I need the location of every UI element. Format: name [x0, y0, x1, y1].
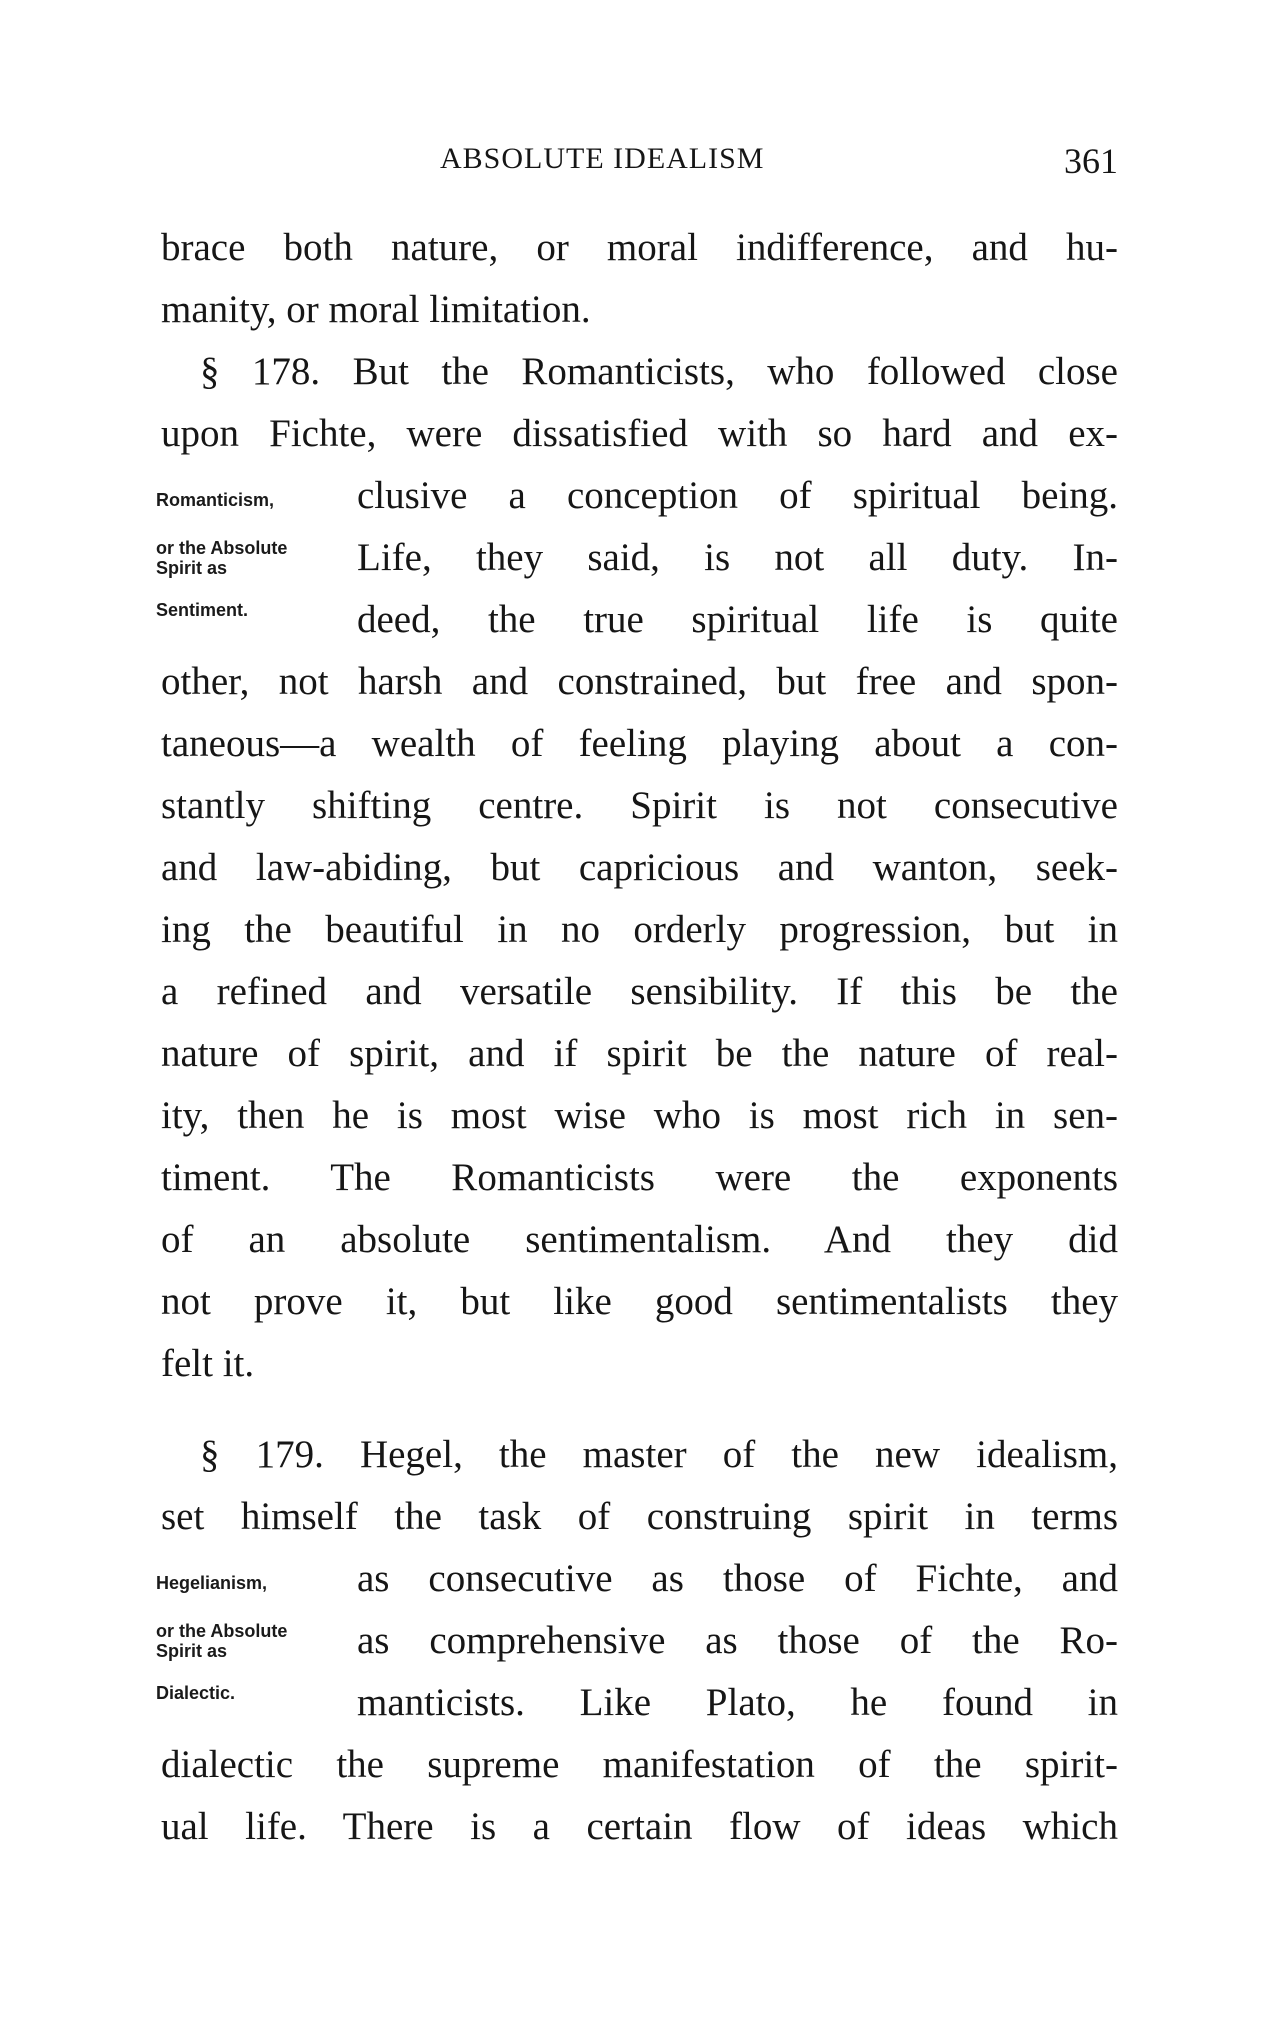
text-line: dialectic the supreme manifestation of the spirit-	[161, 1743, 1118, 1786]
text-line: clusive a conception of spiritual being.	[357, 474, 1118, 517]
text-line: a refined and versatile sensibility. If this be the	[161, 970, 1118, 1013]
text-line: and law-abiding, but capricious and wanton, seek-	[161, 846, 1118, 889]
text-line: deed, the true spiritual life is quite	[357, 598, 1118, 641]
text-line: of an absolute sentimentalism. And they did	[161, 1218, 1118, 1261]
text-line: manity, or moral limitation.	[161, 288, 591, 331]
running-title: ABSOLUTE IDEALISM	[440, 142, 765, 175]
text-line: set himself the task of construing spirit in terms	[161, 1495, 1118, 1538]
text-line: ity, then he is most wise who is most rich in sen-	[161, 1094, 1118, 1137]
sidenote-hegelianism: Hegelianism, or the Absolute Spirit as Dialectic.	[156, 1573, 288, 1703]
sidenote-romanticism: Romanticism, or the Absolute Spirit as Sentiment.	[156, 490, 288, 620]
text-line: timent. The Romanticists were the exponents	[161, 1156, 1118, 1199]
text-line: other, not harsh and constrained, but free and spon-	[161, 660, 1118, 703]
text-line: ual life. There is a certain flow of ideas which	[161, 1805, 1118, 1848]
text-line: not prove it, but like good sentimentalists they	[161, 1280, 1118, 1323]
text-line: Life, they said, is not all duty. In-	[357, 536, 1118, 579]
text-line: taneous—a wealth of feeling playing about a con-	[161, 722, 1118, 765]
page-number: 361	[1064, 141, 1118, 181]
text-line: ing the beautiful in no orderly progression, but in	[161, 908, 1118, 951]
text-line: upon Fichte, were dissatisfied with so hard and ex-	[161, 412, 1118, 455]
text-line: felt it.	[161, 1342, 255, 1385]
text-line: nature of spirit, and if spirit be the nature of real-	[161, 1032, 1118, 1075]
text-line: as comprehensive as those of the Ro-	[357, 1619, 1118, 1662]
text-line: § 179. Hegel, the master of the new idealism,	[200, 1433, 1118, 1476]
running-head	[0, 134, 1261, 184]
text-line: manticists. Like Plato, he found in	[357, 1681, 1118, 1724]
text-line: brace both nature, or moral indifference, and hu-	[161, 226, 1118, 269]
text-line: as consecutive as those of Fichte, and	[357, 1557, 1118, 1600]
text-line: § 178. But the Romanticists, who followed close	[200, 350, 1118, 393]
text-line: stantly shifting centre. Spirit is not consecutive	[161, 784, 1118, 827]
